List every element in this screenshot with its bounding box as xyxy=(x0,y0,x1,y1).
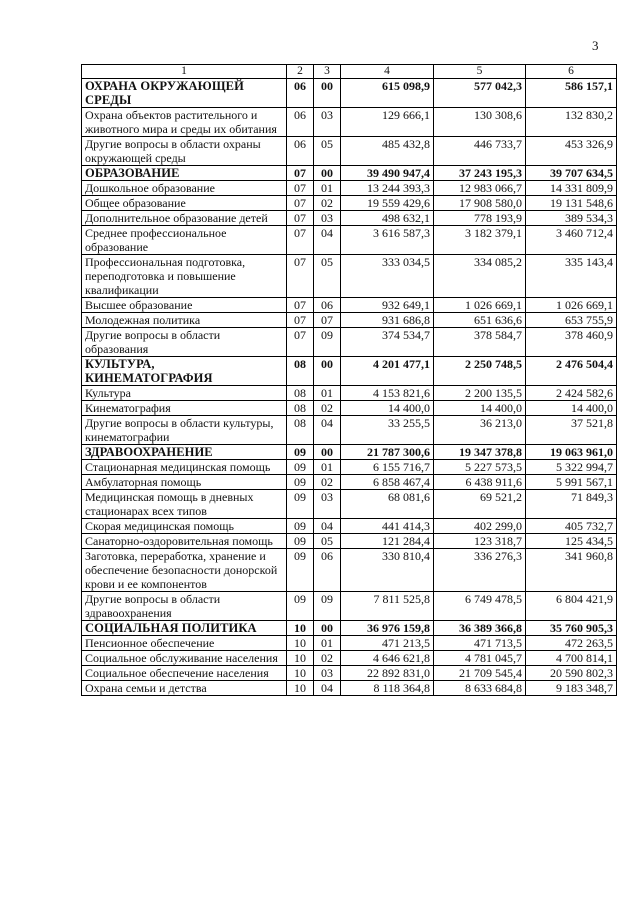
section-code: 08 xyxy=(287,401,314,416)
section-code: 07 xyxy=(287,226,314,255)
subsection-code: 09 xyxy=(314,328,341,357)
section-row xyxy=(82,79,617,108)
header-cell: 3 xyxy=(314,65,341,79)
section-code: 10 xyxy=(287,636,314,651)
section-code: 07 xyxy=(287,298,314,313)
table-row xyxy=(82,313,617,328)
amount-col-6: 378 460,9 xyxy=(526,328,617,357)
amount-col-5: 471 713,5 xyxy=(434,636,526,651)
subsection-code: 02 xyxy=(314,475,341,490)
amount-col-4: 4 646 621,8 xyxy=(341,651,434,666)
section-code: 07 xyxy=(287,181,314,196)
subsection-code: 03 xyxy=(314,211,341,226)
amount-col-4: 7 811 525,8 xyxy=(341,592,434,621)
amount-col-6: 653 755,9 xyxy=(526,313,617,328)
amount-col-6: 35 760 905,3 xyxy=(526,621,617,636)
amount-col-4: 932 649,1 xyxy=(341,298,434,313)
row-name: Санаторно-оздоровительная помощь xyxy=(82,534,287,549)
amount-col-5: 5 227 573,5 xyxy=(434,460,526,475)
subsection-code: 05 xyxy=(314,255,341,298)
amount-col-4: 3 616 587,3 xyxy=(341,226,434,255)
header-cell: 6 xyxy=(526,65,617,79)
header-cell: 4 xyxy=(341,65,434,79)
amount-col-6: 37 521,8 xyxy=(526,416,617,445)
row-name: Кинематография xyxy=(82,401,287,416)
amount-col-5: 36 389 366,8 xyxy=(434,621,526,636)
amount-col-4: 333 034,5 xyxy=(341,255,434,298)
amount-col-5: 19 347 378,8 xyxy=(434,445,526,460)
subsection-code: 05 xyxy=(314,534,341,549)
amount-col-4: 14 400,0 xyxy=(341,401,434,416)
amount-col-6: 1 026 669,1 xyxy=(526,298,617,313)
table-row xyxy=(82,681,617,696)
table-row xyxy=(82,328,617,357)
section-code: 09 xyxy=(287,519,314,534)
section-code: 10 xyxy=(287,651,314,666)
amount-col-4: 13 244 393,3 xyxy=(341,181,434,196)
section-row xyxy=(82,166,617,181)
table-row xyxy=(82,211,617,226)
section-code: 06 xyxy=(287,108,314,137)
section-code: 10 xyxy=(287,621,314,636)
amount-col-6: 6 804 421,9 xyxy=(526,592,617,621)
table-row xyxy=(82,386,617,401)
subsection-code: 04 xyxy=(314,416,341,445)
amount-col-6: 5 322 994,7 xyxy=(526,460,617,475)
section-code: 10 xyxy=(287,681,314,696)
subsection-code: 00 xyxy=(314,445,341,460)
table-row xyxy=(82,666,617,681)
row-name: Дополнительное образование детей xyxy=(82,211,287,226)
amount-col-5: 651 636,6 xyxy=(434,313,526,328)
amount-col-6: 132 830,2 xyxy=(526,108,617,137)
amount-col-5: 69 521,2 xyxy=(434,490,526,519)
amount-col-5: 1 026 669,1 xyxy=(434,298,526,313)
row-name: КУЛЬТУРА, КИНЕМАТОГРАФИЯ xyxy=(82,357,287,386)
table-row xyxy=(82,549,617,592)
table-row xyxy=(82,137,617,166)
amount-col-5: 6 438 911,6 xyxy=(434,475,526,490)
table-row xyxy=(82,298,617,313)
subsection-code: 01 xyxy=(314,386,341,401)
subsection-code: 07 xyxy=(314,313,341,328)
subsection-code: 02 xyxy=(314,196,341,211)
table-row xyxy=(82,534,617,549)
amount-col-6: 3 460 712,4 xyxy=(526,226,617,255)
amount-col-6: 71 849,3 xyxy=(526,490,617,519)
amount-col-5: 123 318,7 xyxy=(434,534,526,549)
section-code: 07 xyxy=(287,211,314,226)
amount-col-4: 441 414,3 xyxy=(341,519,434,534)
table-row xyxy=(82,460,617,475)
subsection-code: 03 xyxy=(314,490,341,519)
table-row xyxy=(82,226,617,255)
amount-col-4: 374 534,7 xyxy=(341,328,434,357)
row-name: Общее образование xyxy=(82,196,287,211)
amount-col-4: 22 892 831,0 xyxy=(341,666,434,681)
header-cell: 5 xyxy=(434,65,526,79)
amount-col-5: 37 243 195,3 xyxy=(434,166,526,181)
amount-col-6: 341 960,8 xyxy=(526,549,617,592)
header-cell: 1 xyxy=(82,65,287,79)
row-name: Охрана объектов растительного и животного мира и среды их обитания xyxy=(82,108,287,137)
row-name: Профессиональная подготовка, переподготовка и повышение квалификации xyxy=(82,255,287,298)
section-code: 08 xyxy=(287,416,314,445)
amount-col-5: 12 983 066,7 xyxy=(434,181,526,196)
subsection-code: 01 xyxy=(314,636,341,651)
row-name: Заготовка, переработка, хранение и обеспечение безопасности донорской крови и ее компонентов xyxy=(82,549,287,592)
subsection-code: 04 xyxy=(314,226,341,255)
amount-col-6: 14 400,0 xyxy=(526,401,617,416)
table-row xyxy=(82,108,617,137)
amount-col-4: 21 787 300,6 xyxy=(341,445,434,460)
section-row xyxy=(82,621,617,636)
section-code: 07 xyxy=(287,196,314,211)
row-name: Стационарная медицинская помощь xyxy=(82,460,287,475)
amount-col-4: 8 118 364,8 xyxy=(341,681,434,696)
amount-col-4: 4 201 477,1 xyxy=(341,357,434,386)
amount-col-6: 335 143,4 xyxy=(526,255,617,298)
row-name: Скорая медицинская помощь xyxy=(82,519,287,534)
table-row xyxy=(82,416,617,445)
table-row xyxy=(82,490,617,519)
amount-col-6: 5 991 567,1 xyxy=(526,475,617,490)
row-name: Молодежная политика xyxy=(82,313,287,328)
budget-table xyxy=(81,64,617,696)
row-name: ОХРАНА ОКРУЖАЮЩЕЙ СРЕДЫ xyxy=(82,79,287,108)
section-code: 07 xyxy=(287,313,314,328)
amount-col-5: 14 400,0 xyxy=(434,401,526,416)
amount-col-4: 330 810,4 xyxy=(341,549,434,592)
subsection-code: 06 xyxy=(314,298,341,313)
amount-col-4: 33 255,5 xyxy=(341,416,434,445)
amount-col-5: 378 584,7 xyxy=(434,328,526,357)
subsection-code: 00 xyxy=(314,357,341,386)
section-code: 09 xyxy=(287,475,314,490)
amount-col-6: 4 700 814,1 xyxy=(526,651,617,666)
amount-col-6: 2 476 504,4 xyxy=(526,357,617,386)
row-name: ОБРАЗОВАНИЕ xyxy=(82,166,287,181)
section-code: 09 xyxy=(287,534,314,549)
amount-col-6: 453 326,9 xyxy=(526,137,617,166)
section-code: 06 xyxy=(287,137,314,166)
amount-col-6: 405 732,7 xyxy=(526,519,617,534)
amount-col-5: 577 042,3 xyxy=(434,79,526,108)
amount-col-4: 6 858 467,4 xyxy=(341,475,434,490)
amount-col-4: 19 559 429,6 xyxy=(341,196,434,211)
section-code: 08 xyxy=(287,357,314,386)
subsection-code: 05 xyxy=(314,137,341,166)
subsection-code: 02 xyxy=(314,401,341,416)
amount-col-5: 778 193,9 xyxy=(434,211,526,226)
amount-col-6: 19 063 961,0 xyxy=(526,445,617,460)
amount-col-6: 14 331 809,9 xyxy=(526,181,617,196)
amount-col-5: 3 182 379,1 xyxy=(434,226,526,255)
row-name: Другие вопросы в области культуры, кинематографии xyxy=(82,416,287,445)
amount-col-6: 125 434,5 xyxy=(526,534,617,549)
row-name: Высшее образование xyxy=(82,298,287,313)
row-name: Среднее профессиональное образование xyxy=(82,226,287,255)
amount-col-6: 472 263,5 xyxy=(526,636,617,651)
subsection-code: 01 xyxy=(314,460,341,475)
section-code: 07 xyxy=(287,328,314,357)
row-name: Культура xyxy=(82,386,287,401)
amount-col-4: 498 632,1 xyxy=(341,211,434,226)
amount-col-4: 39 490 947,4 xyxy=(341,166,434,181)
subsection-code: 06 xyxy=(314,549,341,592)
amount-col-5: 4 781 045,7 xyxy=(434,651,526,666)
amount-col-6: 586 157,1 xyxy=(526,79,617,108)
amount-col-4: 4 153 821,6 xyxy=(341,386,434,401)
amount-col-4: 471 213,5 xyxy=(341,636,434,651)
header-row xyxy=(82,65,617,79)
section-code: 09 xyxy=(287,445,314,460)
amount-col-5: 446 733,7 xyxy=(434,137,526,166)
row-name: Пенсионное обеспечение xyxy=(82,636,287,651)
subsection-code: 02 xyxy=(314,651,341,666)
table-row xyxy=(82,636,617,651)
table-row xyxy=(82,181,617,196)
subsection-code: 04 xyxy=(314,681,341,696)
amount-col-4: 68 081,6 xyxy=(341,490,434,519)
section-code: 09 xyxy=(287,490,314,519)
table-row xyxy=(82,196,617,211)
amount-col-4: 615 098,9 xyxy=(341,79,434,108)
subsection-code: 04 xyxy=(314,519,341,534)
section-code: 07 xyxy=(287,166,314,181)
amount-col-4: 6 155 716,7 xyxy=(341,460,434,475)
row-name: Амбулаторная помощь xyxy=(82,475,287,490)
amount-col-5: 21 709 545,4 xyxy=(434,666,526,681)
table-row xyxy=(82,592,617,621)
amount-col-6: 389 534,3 xyxy=(526,211,617,226)
section-code: 09 xyxy=(287,460,314,475)
table-row xyxy=(82,651,617,666)
amount-col-4: 129 666,1 xyxy=(341,108,434,137)
subsection-code: 09 xyxy=(314,592,341,621)
section-row xyxy=(82,445,617,460)
row-name: Другие вопросы в области охраны окружающей среды xyxy=(82,137,287,166)
amount-col-5: 336 276,3 xyxy=(434,549,526,592)
header-cell: 2 xyxy=(287,65,314,79)
subsection-code: 00 xyxy=(314,621,341,636)
row-name: Социальное обеспечение населения xyxy=(82,666,287,681)
amount-col-6: 2 424 582,6 xyxy=(526,386,617,401)
amount-col-5: 2 250 748,5 xyxy=(434,357,526,386)
amount-col-5: 402 299,0 xyxy=(434,519,526,534)
amount-col-6: 20 590 802,3 xyxy=(526,666,617,681)
row-name: Охрана семьи и детства xyxy=(82,681,287,696)
row-name: Медицинская помощь в дневных стационарах всех типов xyxy=(82,490,287,519)
row-name: Другие вопросы в области здравоохранения xyxy=(82,592,287,621)
amount-col-5: 2 200 135,5 xyxy=(434,386,526,401)
subsection-code: 01 xyxy=(314,181,341,196)
amount-col-4: 485 432,8 xyxy=(341,137,434,166)
amount-col-5: 6 749 478,5 xyxy=(434,592,526,621)
row-name: Дошкольное образование xyxy=(82,181,287,196)
section-code: 08 xyxy=(287,386,314,401)
table-row xyxy=(82,519,617,534)
subsection-code: 03 xyxy=(314,666,341,681)
amount-col-5: 8 633 684,8 xyxy=(434,681,526,696)
amount-col-5: 130 308,6 xyxy=(434,108,526,137)
amount-col-4: 931 686,8 xyxy=(341,313,434,328)
section-code: 09 xyxy=(287,549,314,592)
amount-col-5: 334 085,2 xyxy=(434,255,526,298)
row-name: Другие вопросы в области образования xyxy=(82,328,287,357)
subsection-code: 03 xyxy=(314,108,341,137)
amount-col-4: 121 284,4 xyxy=(341,534,434,549)
table-row xyxy=(82,401,617,416)
amount-col-6: 9 183 348,7 xyxy=(526,681,617,696)
subsection-code: 00 xyxy=(314,166,341,181)
table-row xyxy=(82,255,617,298)
row-name: ЗДРАВООХРАНЕНИЕ xyxy=(82,445,287,460)
amount-col-6: 19 131 548,6 xyxy=(526,196,617,211)
section-code: 10 xyxy=(287,666,314,681)
section-code: 06 xyxy=(287,79,314,108)
subsection-code: 00 xyxy=(314,79,341,108)
table-row xyxy=(82,475,617,490)
section-code: 09 xyxy=(287,592,314,621)
row-name: Социальное обслуживание населения xyxy=(82,651,287,666)
page-number: 3 xyxy=(592,38,599,53)
row-name: СОЦИАЛЬНАЯ ПОЛИТИКА xyxy=(82,621,287,636)
amount-col-4: 36 976 159,8 xyxy=(341,621,434,636)
section-code: 07 xyxy=(287,255,314,298)
section-row xyxy=(82,357,617,386)
amount-col-6: 39 707 634,5 xyxy=(526,166,617,181)
amount-col-5: 17 908 580,0 xyxy=(434,196,526,211)
amount-col-5: 36 213,0 xyxy=(434,416,526,445)
